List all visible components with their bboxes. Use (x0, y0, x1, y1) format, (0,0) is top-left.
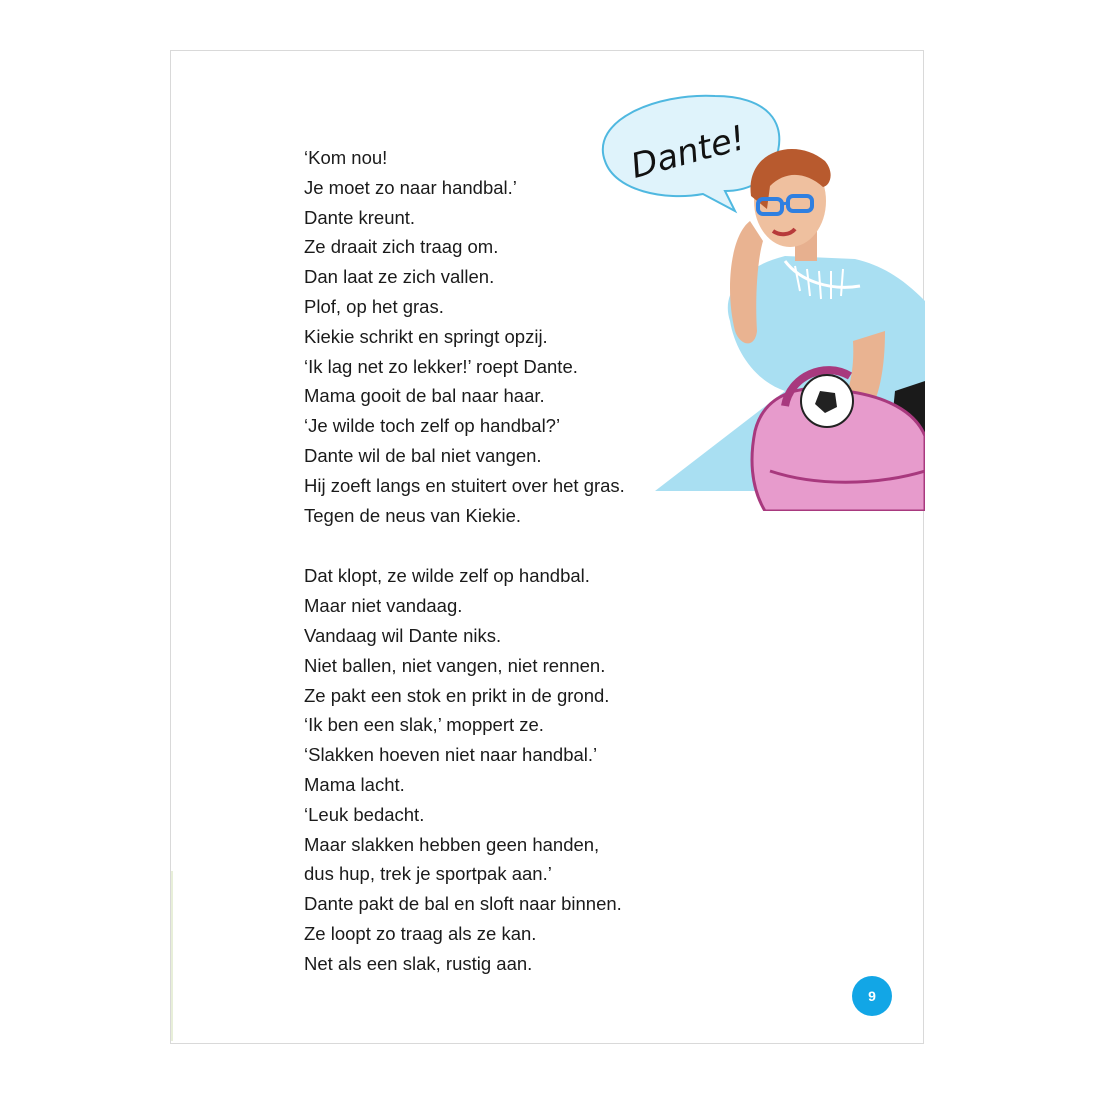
text-line: Ze pakt een stok en prikt in de grond. (304, 684, 610, 706)
text-line: Niet ballen, niet vangen, niet rennen. (304, 654, 606, 676)
text-line: Tegen de neus van Kiekie. (304, 504, 522, 526)
text-line: Net als een slak, rustig aan. (304, 952, 533, 974)
text-line: Kiekie schrikt en springt opzij. (304, 325, 548, 347)
text-line: Ze draait zich traag om. (304, 236, 499, 258)
text-line: ‘Leuk bedacht. (304, 803, 425, 825)
text-line: Maar niet vandaag. (304, 595, 463, 617)
stanza-gap (304, 530, 734, 561)
text-line: Ze loopt zo traag als ze kan. (304, 922, 537, 944)
text-line: Vandaag wil Dante niks. (304, 624, 502, 646)
text-line: Dat klopt, ze wilde zelf op handbal. (304, 565, 590, 587)
text-line: ‘Ik lag net zo lekker!’ roept Dante. (304, 355, 578, 377)
page-number-badge: 9 (852, 976, 892, 1016)
stanza-2 (304, 561, 734, 978)
text-line: Mama gooit de bal naar haar. (304, 385, 545, 407)
text-line: Dante kreunt. (304, 206, 416, 228)
mama-illustration (585, 91, 925, 511)
text-line: dus hup, trek je sportpak aan.’ (304, 863, 552, 885)
text-line: ‘Ik ben een slak,’ moppert ze. (304, 714, 544, 736)
text-line: ‘Slakken hoeven niet naar handbal.’ (304, 744, 598, 766)
text-line: Plof, op het gras. (304, 295, 444, 317)
speech-bubble-text: Dante! (626, 117, 750, 187)
text-line: ‘Je wilde toch zelf op handbal?’ (304, 415, 561, 437)
text-line: Mama lacht. (304, 773, 405, 795)
text-line: ‘Kom nou! (304, 147, 388, 168)
text-line: Dante pakt de bal en sloft naar binnen. (304, 893, 622, 915)
text-line: Je moet zo naar handbal.’ (304, 176, 517, 198)
text-line: Maar slakken hebben geen handen, (304, 833, 600, 855)
book-page (170, 50, 924, 1044)
text-line: Dan laat ze zich vallen. (304, 266, 495, 288)
text-line: Hij zoeft langs en stuitert over het gras. (304, 474, 625, 496)
page-edge-mark (171, 871, 173, 1041)
text-line: Dante wil de bal niet vangen. (304, 444, 542, 466)
